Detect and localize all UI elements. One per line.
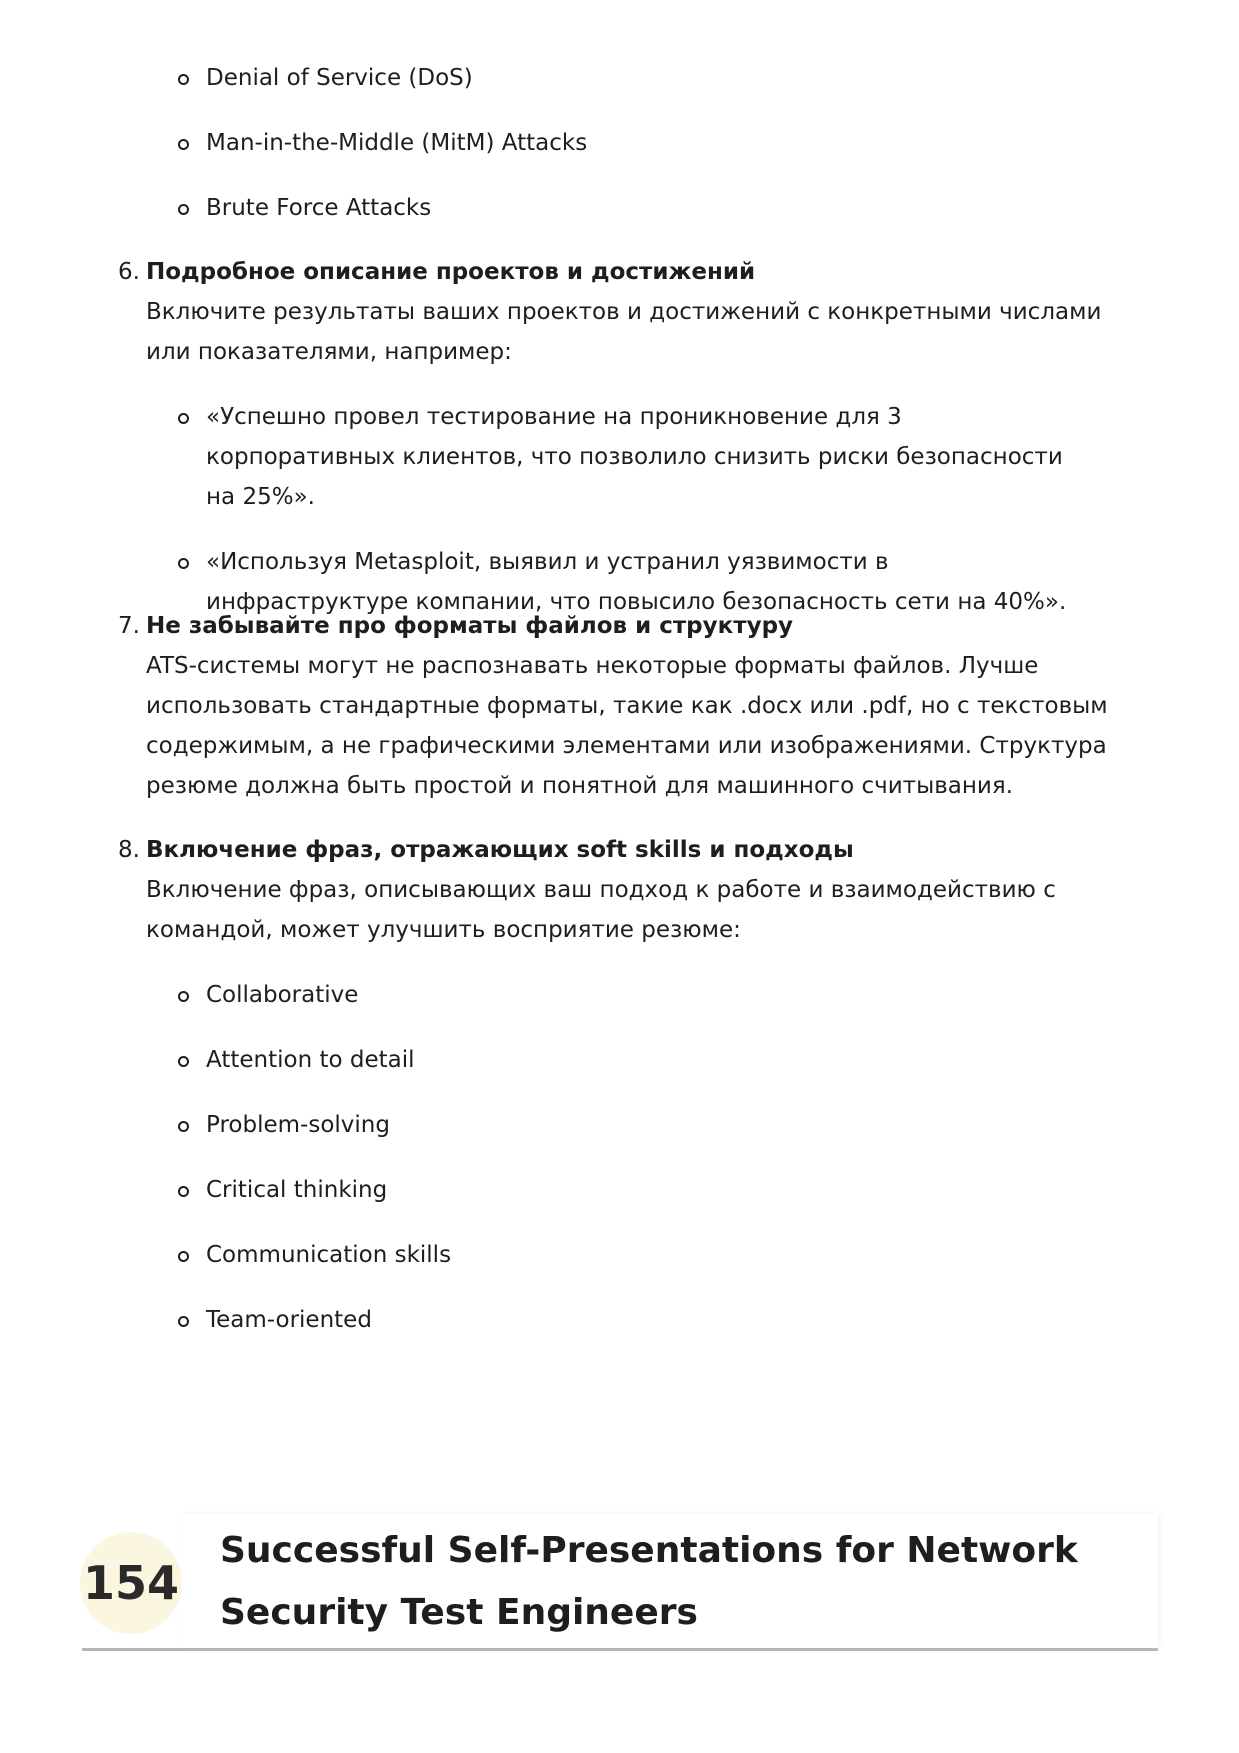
section-title: Не забывайте про форматы файлов и структуру <box>146 613 794 639</box>
section-title: Подробное описание проектов и достижений <box>146 259 756 285</box>
list-item: Critical thinking <box>206 1170 451 1210</box>
list-item: Problem-solving <box>206 1105 451 1145</box>
list-item: Team-oriented <box>206 1300 451 1340</box>
section-number: 8. <box>118 837 140 863</box>
section-text: Включите результаты ваших проектов и достижений с конкретными числами или показателями, например: <box>146 299 1102 365</box>
list-item: Collaborative <box>206 975 451 1015</box>
list-item: Communication skills <box>206 1235 451 1275</box>
attack-types-list <box>206 58 587 228</box>
list-item: Denial of Service (DoS) <box>206 58 587 98</box>
list-item: «Используя Metasploit, выявил и устранил уязвимости в инфраструктуре компании, что повысило безопасность сети на 40%». <box>206 542 1096 622</box>
footer-divider <box>82 1648 1158 1651</box>
section-number: 6. <box>118 259 140 285</box>
list-item: Brute Force Attacks <box>206 188 587 228</box>
section-text: Включение фраз, описывающих ваш подход к работе и взаимодействию с командой, может улучшить восприятие резюме: <box>146 877 1056 943</box>
section-text: ATS-системы могут не распознавать некоторые форматы файлов. Лучше использовать стандартные форматы, такие как .docx или .pdf, но с текстовым содержимым, а не графическими элементами или изображениями. Структура резюме должна быть простой и понятной для машинного считывания. <box>146 653 1108 799</box>
page-number: 154 <box>80 1532 182 1634</box>
list-item: Man-in-the-Middle (MitM) Attacks <box>206 123 587 163</box>
soft-skills-list <box>206 975 451 1340</box>
list-item: Attention to detail <box>206 1040 451 1080</box>
section-number: 7. <box>118 613 140 639</box>
section-title: Включение фраз, отражающих soft skills и подходы <box>146 837 854 863</box>
list-item: «Успешно провел тестирование на проникновение для 3 корпоративных клиентов, что позволило снизить риски безопасности на 25%». <box>206 397 1096 517</box>
footer-book-title: Successful Self-Presentations for Network Security Test Engineers <box>220 1530 1078 1633</box>
achievements-list <box>206 397 1096 622</box>
